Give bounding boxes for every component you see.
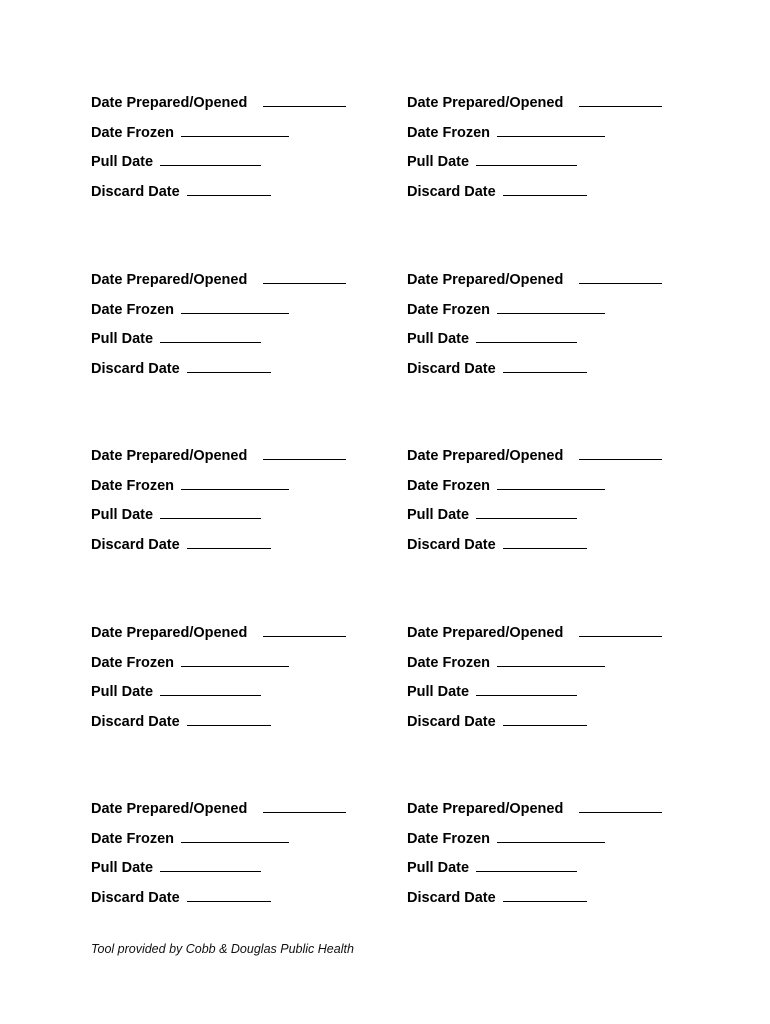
- discard-date-label: Discard Date: [91, 713, 180, 730]
- date-frozen-line: [407, 475, 605, 495]
- pull-date-label: Pull Date: [407, 683, 470, 700]
- discard-date-line: [91, 181, 271, 201]
- discard-date-blank[interactable]: [187, 711, 271, 726]
- food-label: [91, 622, 407, 799]
- date-frozen-label: Date Frozen: [91, 301, 174, 318]
- date-frozen-label: Date Frozen: [407, 654, 490, 671]
- discard-date-blank[interactable]: [187, 887, 271, 902]
- date-frozen-label: Date Frozen: [407, 478, 490, 494]
- date-frozen-blank[interactable]: [181, 652, 289, 667]
- discard-date-blank[interactable]: [187, 534, 271, 549]
- date-prepared-blank[interactable]: [579, 445, 662, 460]
- discard-date-line: [407, 534, 587, 554]
- date-prepared-label: Date Prepared/Opened: [407, 95, 564, 111]
- discard-date-line: [407, 181, 587, 201]
- pull-date-label: Pull Date: [91, 683, 154, 700]
- pull-date-label: Pull Date: [91, 507, 154, 523]
- date-frozen-label: Date Frozen: [407, 831, 490, 847]
- date-frozen-label: Date Frozen: [407, 301, 490, 318]
- food-label: [91, 445, 407, 622]
- date-prepared-blank[interactable]: [263, 445, 346, 460]
- pull-date-line: [91, 504, 261, 524]
- discard-date-label: Discard Date: [91, 537, 180, 553]
- discard-date-label: Discard Date: [91, 184, 180, 200]
- food-label: [407, 92, 723, 269]
- pull-date-line: [407, 681, 577, 701]
- pull-date-blank[interactable]: [476, 504, 577, 519]
- date-frozen-blank[interactable]: [181, 299, 289, 314]
- pull-date-blank[interactable]: [160, 681, 261, 696]
- date-prepared-line: [91, 622, 346, 642]
- discard-date-line: [407, 358, 587, 378]
- date-frozen-blank[interactable]: [497, 122, 605, 137]
- discard-date-label: Discard Date: [407, 537, 496, 553]
- date-frozen-label: Date Frozen: [407, 125, 490, 141]
- date-prepared-line: [91, 445, 346, 465]
- pull-date-line: [407, 328, 577, 348]
- date-frozen-label: Date Frozen: [91, 478, 174, 494]
- date-prepared-blank[interactable]: [579, 269, 662, 284]
- date-frozen-line: [407, 652, 605, 672]
- pull-date-label: Pull Date: [407, 507, 470, 523]
- pull-date-label: Pull Date: [407, 154, 470, 170]
- date-frozen-line: [91, 828, 289, 848]
- date-prepared-label: Date Prepared/Opened: [91, 624, 248, 641]
- discard-date-blank[interactable]: [503, 181, 587, 196]
- pull-date-line: [91, 151, 261, 171]
- date-frozen-line: [407, 299, 605, 319]
- discard-date-line: [91, 534, 271, 554]
- date-frozen-blank[interactable]: [181, 475, 289, 490]
- date-frozen-blank[interactable]: [497, 299, 605, 314]
- discard-date-label: Discard Date: [407, 713, 496, 730]
- pull-date-label: Pull Date: [407, 860, 470, 876]
- date-frozen-line: [91, 299, 289, 319]
- discard-date-blank[interactable]: [503, 534, 587, 549]
- pull-date-line: [91, 681, 261, 701]
- date-prepared-line: [407, 445, 662, 465]
- date-frozen-line: [91, 652, 289, 672]
- date-prepared-blank[interactable]: [263, 798, 346, 813]
- date-frozen-blank[interactable]: [181, 122, 289, 137]
- date-prepared-line: [407, 269, 662, 289]
- pull-date-blank[interactable]: [476, 681, 577, 696]
- date-prepared-label: Date Prepared/Opened: [91, 448, 248, 464]
- pull-date-blank[interactable]: [160, 328, 261, 343]
- pull-date-label: Pull Date: [91, 860, 154, 876]
- date-prepared-blank[interactable]: [579, 798, 662, 813]
- date-prepared-line: [91, 269, 346, 289]
- date-frozen-line: [407, 122, 605, 142]
- discard-date-label: Discard Date: [407, 360, 496, 377]
- food-label: [407, 798, 723, 975]
- pull-date-line: [91, 857, 261, 877]
- date-prepared-label: Date Prepared/Opened: [91, 271, 248, 288]
- discard-date-line: [91, 358, 271, 378]
- discard-date-label: Discard Date: [91, 890, 180, 906]
- date-frozen-blank[interactable]: [181, 828, 289, 843]
- date-frozen-blank[interactable]: [497, 475, 605, 490]
- discard-date-blank[interactable]: [503, 887, 587, 902]
- pull-date-blank[interactable]: [160, 151, 261, 166]
- label-sheet: [91, 92, 731, 975]
- discard-date-label: Discard Date: [91, 360, 180, 377]
- pull-date-blank[interactable]: [476, 857, 577, 872]
- date-frozen-label: Date Frozen: [91, 125, 174, 141]
- date-prepared-label: Date Prepared/Opened: [407, 624, 564, 641]
- date-frozen-blank[interactable]: [497, 828, 605, 843]
- date-prepared-line: [407, 798, 662, 818]
- food-label: [91, 92, 407, 269]
- discard-date-label: Discard Date: [407, 184, 496, 200]
- discard-date-line: [407, 711, 587, 731]
- pull-date-line: [407, 151, 577, 171]
- date-prepared-label: Date Prepared/Opened: [91, 95, 248, 111]
- food-label: [407, 445, 723, 622]
- date-prepared-label: Date Prepared/Opened: [407, 801, 564, 817]
- date-prepared-blank[interactable]: [579, 622, 662, 637]
- date-prepared-line: [91, 798, 346, 818]
- pull-date-line: [91, 328, 261, 348]
- pull-date-line: [407, 857, 577, 877]
- date-frozen-label: Date Frozen: [91, 654, 174, 671]
- date-frozen-label: Date Frozen: [91, 831, 174, 847]
- footer-credit: Tool provided by Cobb & Douglas Public Health: [91, 942, 354, 956]
- pull-date-blank[interactable]: [476, 151, 577, 166]
- pull-date-label: Pull Date: [91, 154, 154, 170]
- date-prepared-line: [407, 622, 662, 642]
- discard-date-blank[interactable]: [503, 358, 587, 373]
- discard-date-blank[interactable]: [503, 711, 587, 726]
- discard-date-line: [91, 887, 271, 907]
- pull-date-blank[interactable]: [476, 328, 577, 343]
- date-frozen-line: [91, 122, 289, 142]
- discard-date-line: [91, 711, 271, 731]
- date-prepared-blank[interactable]: [263, 269, 346, 284]
- food-label: [407, 269, 723, 446]
- date-frozen-line: [407, 828, 605, 848]
- food-label: [407, 622, 723, 799]
- date-prepared-line: [91, 92, 346, 112]
- date-prepared-blank[interactable]: [263, 92, 346, 107]
- discard-date-blank[interactable]: [187, 358, 271, 373]
- date-frozen-blank[interactable]: [497, 652, 605, 667]
- date-prepared-line: [407, 92, 662, 112]
- pull-date-line: [407, 504, 577, 524]
- discard-date-line: [407, 887, 587, 907]
- food-label: [91, 269, 407, 446]
- date-frozen-line: [91, 475, 289, 495]
- discard-date-label: Discard Date: [407, 890, 496, 906]
- date-prepared-label: Date Prepared/Opened: [91, 801, 248, 817]
- date-prepared-blank[interactable]: [579, 92, 662, 107]
- pull-date-blank[interactable]: [160, 504, 261, 519]
- date-prepared-label: Date Prepared/Opened: [407, 448, 564, 464]
- pull-date-blank[interactable]: [160, 857, 261, 872]
- pull-date-label: Pull Date: [407, 330, 470, 347]
- pull-date-label: Pull Date: [91, 330, 154, 347]
- discard-date-blank[interactable]: [187, 181, 271, 196]
- date-prepared-label: Date Prepared/Opened: [407, 271, 564, 288]
- date-prepared-blank[interactable]: [263, 622, 346, 637]
